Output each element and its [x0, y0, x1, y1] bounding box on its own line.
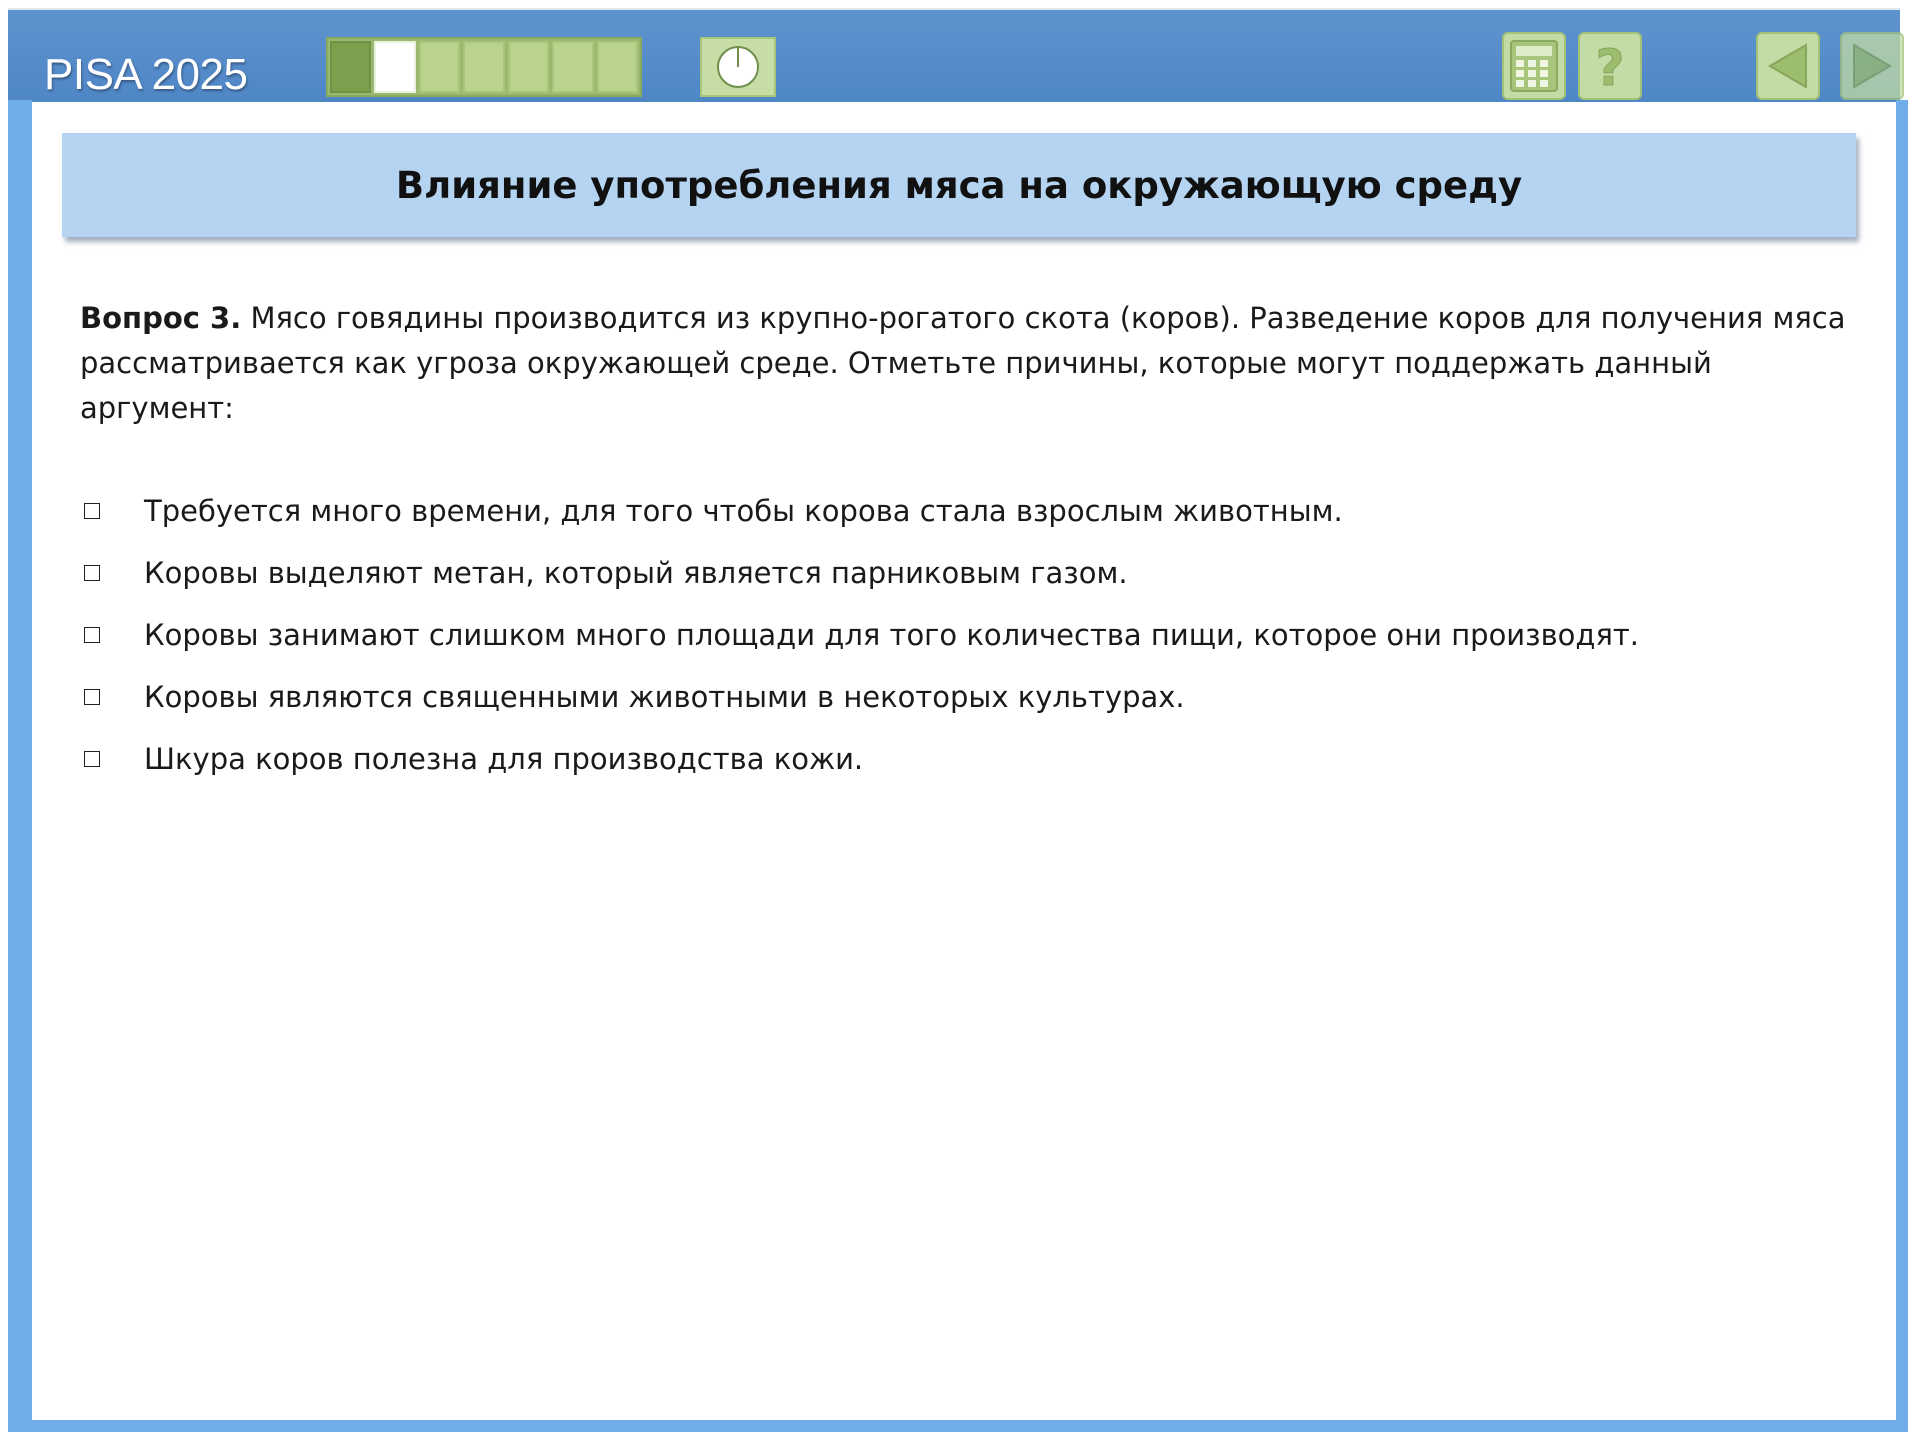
question-label: Вопрос 3.: [80, 301, 242, 335]
answer-option[interactable]: [80, 542, 1850, 604]
unit-title-banner: [62, 133, 1856, 237]
checkbox-icon[interactable]: [84, 565, 100, 581]
checkbox-icon[interactable]: [84, 627, 100, 643]
progress-segment: [374, 41, 415, 93]
help-button[interactable]: [1578, 32, 1642, 100]
answer-option-label: Коровы выделяют метан, который является парниковым газом.: [144, 556, 1128, 590]
timer-icon: [714, 43, 762, 91]
progress-segment: [597, 41, 638, 93]
unit-title: Влияние употребления мяса на окружающую среду: [395, 163, 1523, 207]
top-toolbar: [8, 8, 1900, 102]
answer-option[interactable]: [80, 604, 1850, 666]
timer-button[interactable]: [700, 37, 776, 97]
progress-segment: [552, 41, 593, 93]
answer-option-label: Шкура коров полезна для производства кожи.: [144, 742, 864, 776]
progress-bar: [326, 37, 642, 97]
answer-option[interactable]: [80, 480, 1850, 542]
answer-option[interactable]: [80, 728, 1850, 790]
arrow-right-icon: [1848, 41, 1896, 91]
answer-options: [80, 480, 1850, 790]
frame-border-right: [1896, 100, 1908, 1424]
checkbox-icon[interactable]: [84, 689, 100, 705]
app-title: PISA 2025: [44, 50, 248, 99]
frame-border-left: [8, 100, 32, 1424]
answer-option-label: Коровы занимают слишком много площади для того количества пищи, которое они производят.: [144, 618, 1640, 652]
progress-segment: [463, 41, 504, 93]
answer-option-label: Коровы являются священными животными в некоторых культурах.: [144, 680, 1185, 714]
next-button[interactable]: [1840, 32, 1904, 100]
answer-option-label: Требуется много времени, для того чтобы корова стала взрослым животным.: [144, 494, 1343, 528]
checkbox-icon[interactable]: [84, 503, 100, 519]
progress-segment: [508, 41, 549, 93]
question-body: Мясо говядины производится из крупно-рогатого скота (коров). Разведение коров для получения мяса рассматривается как угроза окружающей среде. Отметьте причины, которые могут поддержать данный аргумент:: [80, 301, 1846, 425]
svg-text:?: ?: [1595, 39, 1625, 93]
frame-border-bottom: [8, 1420, 1908, 1432]
progress-segment: [330, 41, 371, 93]
arrow-left-icon: [1764, 41, 1812, 91]
progress-segment: [419, 41, 460, 93]
help-icon: [1590, 39, 1630, 93]
checkbox-icon[interactable]: [84, 751, 100, 767]
question-text: [80, 296, 1850, 431]
calculator-button[interactable]: [1502, 32, 1566, 100]
previous-button[interactable]: [1756, 32, 1820, 100]
answer-option[interactable]: [80, 666, 1850, 728]
calculator-icon: [1509, 39, 1559, 93]
